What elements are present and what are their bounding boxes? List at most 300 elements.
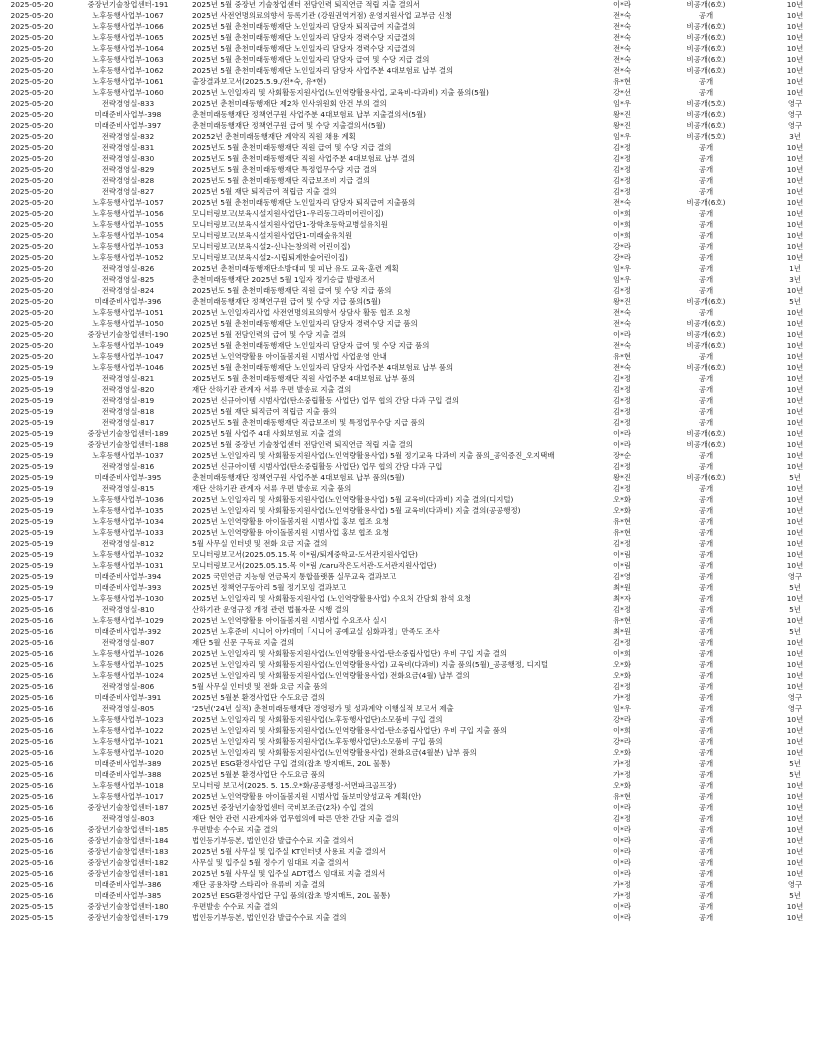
doc-date: 2025-05-20	[10, 110, 54, 119]
doc-department-number: 전략경영실-807	[101, 638, 155, 647]
doc-title[interactable]: 5월 사무실 인터넷 및 전화 요금 지출 품의	[192, 682, 328, 691]
doc-retention-period: 10년	[786, 352, 804, 361]
doc-disclosure-status: 공개	[698, 11, 714, 20]
doc-date: 2025-05-16	[10, 880, 54, 889]
table-row[interactable]	[0, 582, 835, 593]
doc-title[interactable]: 2025년 노인일자리 및 사회활동지원사업(노인역량활용사업-탄소중립사업단) 우비 구입 지출 품의	[192, 726, 507, 735]
table-row[interactable]	[0, 197, 835, 208]
doc-author: 유*현	[613, 77, 631, 86]
table-row[interactable]	[0, 329, 835, 340]
doc-title[interactable]: 2025년 5월 춘천미래동행재단 노인일자리 담당자 퇴직급여 지출품의	[192, 198, 416, 207]
doc-title[interactable]: 2025년 신규아이템 시범사업(탄소중립활동 사업단) 업무 협의 간담 다과 구입	[192, 462, 443, 471]
table-row[interactable]	[0, 153, 835, 164]
table-row[interactable]	[0, 615, 835, 626]
doc-title[interactable]: '25년('24년 실적) 춘천미래동행재단 경영평가 및 성과계약 이행실적 보고서 제출	[192, 704, 454, 713]
doc-retention-period: 10년	[786, 825, 804, 834]
doc-title[interactable]: 2025년 5월분 환경사업단 수도요금 품의	[192, 770, 325, 779]
doc-title[interactable]: 모니터링보고서(2025.05.15.목 이*림/퇴계중학교-도서관지원사업단)	[192, 550, 418, 559]
doc-disclosure-status: 공개	[698, 880, 714, 889]
table-row[interactable]	[0, 769, 835, 780]
doc-title[interactable]: 2025년 노인일자리 및 사회활동지원사업(노인역량활용사업) 전화요금(4월) 납부 결의	[192, 671, 470, 680]
doc-retention-period: 10년	[786, 341, 804, 350]
doc-title[interactable]: 2025년 춘천미래동행재단 제2차 인사위원회 안건 부의 결의	[192, 99, 387, 108]
doc-title[interactable]: 2025년 노인일자리사업 사전연명의료의향서 상담사 활동 협조 요청	[192, 308, 411, 317]
table-row[interactable]	[0, 0, 835, 10]
doc-author: 김*정	[613, 462, 631, 471]
doc-disclosure-status: 비공개(6호)	[686, 33, 726, 42]
table-row[interactable]	[0, 703, 835, 714]
doc-title[interactable]: 2025년 노인역량활용 아이돌봄지원 시범사업 홍보 협조 요청	[192, 528, 390, 537]
doc-title[interactable]: 춘천미래동행재단 정책연구원 급여 및 수당 지급 품의(5월)	[192, 297, 381, 306]
doc-retention-period: 10년	[786, 847, 804, 856]
doc-author: 전*숙	[613, 198, 631, 207]
doc-author: 이*라	[613, 330, 631, 339]
table-row[interactable]	[0, 318, 835, 329]
table-row[interactable]	[0, 98, 835, 109]
doc-disclosure-status: 공개	[698, 671, 714, 680]
doc-title[interactable]: 모니터링보고(보육시설2-시립퇴계한숲어린이집)	[192, 253, 348, 262]
doc-retention-period: 10년	[786, 286, 804, 295]
table-row[interactable]	[0, 824, 835, 835]
table-row[interactable]	[0, 406, 835, 417]
doc-retention-period: 10년	[786, 902, 804, 911]
doc-retention-period: 10년	[786, 660, 804, 669]
doc-title[interactable]: 2025년 5월 중장년 기술창업센터 전담인력 퇴직연금 적립 지출 결의	[192, 440, 413, 449]
doc-disclosure-status: 공개	[698, 825, 714, 834]
doc-date: 2025-05-20	[10, 264, 54, 273]
doc-department-number: 노후동행사업부-1062	[92, 66, 164, 75]
doc-author: 가*정	[613, 880, 631, 889]
table-row[interactable]	[0, 384, 835, 395]
doc-title[interactable]: 2025 국민연금 지능형 연금복지 통합플랫폼 실무교육 결과보고	[192, 572, 397, 581]
doc-author: 전*숙	[613, 319, 631, 328]
doc-title[interactable]: 2025년 5월 춘천미래동행재단 노인일자리 담당자 퇴직급여 지출결의	[192, 22, 416, 31]
doc-date: 2025-05-19	[10, 473, 54, 482]
table-row[interactable]	[0, 219, 835, 230]
doc-title[interactable]: 모니터링보고(보육시설지원사업단1-장학초등학교병설유치원	[192, 220, 388, 229]
table-row[interactable]	[0, 681, 835, 692]
table-row[interactable]	[0, 857, 835, 868]
doc-title[interactable]: 2025년 5월 재단 퇴직금여 적립금 지출 결의	[192, 187, 337, 196]
table-row[interactable]	[0, 428, 835, 439]
doc-author: 유*현	[613, 528, 631, 537]
table-row[interactable]	[0, 373, 835, 384]
doc-date: 2025-05-19	[10, 561, 54, 570]
table-row[interactable]	[0, 736, 835, 747]
doc-title[interactable]: 2025년 노인역량활용 아이돌봄지원 시범사업 돌보미양성교육 계획(안)	[192, 792, 422, 801]
doc-title[interactable]: 사무실 및 입주실 5월 정수기 임대료 지출 결의서	[192, 858, 349, 867]
doc-disclosure-status: 공개	[698, 495, 714, 504]
doc-title[interactable]: 재단 산하기관 관계자 서류 우편 발송료 지출 품의	[192, 484, 352, 493]
table-row[interactable]	[0, 626, 835, 637]
doc-author: 김*정	[613, 286, 631, 295]
table-row[interactable]	[0, 549, 835, 560]
doc-disclosure-status: 공개	[698, 693, 714, 702]
table-row[interactable]	[0, 505, 835, 516]
doc-retention-period: 10년	[786, 418, 804, 427]
doc-department-number: 전략경영실-816	[101, 462, 155, 471]
doc-department-number: 노후동행사업부-1021	[92, 737, 164, 746]
table-row[interactable]	[0, 835, 835, 846]
doc-disclosure-status: 공개	[698, 902, 714, 911]
doc-retention-period: 10년	[786, 858, 804, 867]
doc-department-number: 노후동행사업부-1055	[92, 220, 164, 229]
doc-date: 2025-05-16	[10, 891, 54, 900]
doc-date: 2025-05-16	[10, 781, 54, 790]
doc-author: 오*화	[613, 506, 631, 515]
doc-department-number: 미래준비사업부-395	[94, 473, 162, 482]
table-row[interactable]	[0, 780, 835, 791]
table-row[interactable]	[0, 395, 835, 406]
doc-title[interactable]: 모니터링보고(보육시설2-신나는창의력 어린이집)	[192, 242, 351, 251]
table-row[interactable]	[0, 527, 835, 538]
doc-title[interactable]: 춘천미래동행재단 정책연구원 급여 및 수당 지출결의서(5월)	[192, 121, 386, 130]
doc-author: 이*희	[613, 231, 631, 240]
table-row[interactable]	[0, 164, 835, 175]
table-row[interactable]	[0, 186, 835, 197]
doc-department-number: 중장년기술창업센터-185	[87, 825, 169, 834]
doc-title[interactable]: 2025년 5월 춘천미래동행재단 노인일자리 담당자 급여 및 수당 지급 결의	[192, 55, 430, 64]
table-row[interactable]	[0, 516, 835, 527]
table-row[interactable]	[0, 351, 835, 362]
doc-title[interactable]: 모니터링보고(보육시설지원사업단1-미래숲유치원	[192, 231, 353, 240]
doc-retention-period: 10년	[786, 363, 804, 372]
table-row[interactable]	[0, 65, 835, 76]
doc-department-number: 전략경영실-815	[101, 484, 155, 493]
doc-disclosure-status: 공개	[698, 451, 714, 460]
table-row[interactable]	[0, 87, 835, 98]
doc-title[interactable]: 2025년도 5월 춘천미래동행재단 직원 급여 및 수당 지급 결의	[192, 143, 392, 152]
doc-department-number: 노후동행사업부-1047	[92, 352, 164, 361]
table-row[interactable]	[0, 274, 835, 285]
table-row[interactable]	[0, 362, 835, 373]
table-row[interactable]	[0, 593, 835, 604]
doc-retention-period: 10년	[786, 308, 804, 317]
table-row[interactable]	[0, 868, 835, 879]
doc-date: 2025-05-17	[10, 594, 54, 603]
table-row[interactable]	[0, 648, 835, 659]
doc-title[interactable]: 산하기관 운영규정 개정 관련 법률자문 시행 결의	[192, 605, 349, 614]
doc-disclosure-status: 비공개(6호)	[686, 55, 726, 64]
table-row[interactable]	[0, 285, 835, 296]
table-row[interactable]	[0, 538, 835, 549]
doc-title[interactable]: 20252년 춘천미래동행재단 계약직 직원 채용 계획	[192, 132, 356, 141]
doc-author: 김*정	[613, 385, 631, 394]
doc-retention-period: 5년	[789, 627, 801, 636]
doc-department-number: 노후동행사업부-1017	[92, 792, 164, 801]
doc-disclosure-status: 공개	[698, 913, 714, 922]
doc-date: 2025-05-20	[10, 88, 54, 97]
table-row[interactable]	[0, 439, 835, 450]
doc-author: 유*현	[613, 616, 631, 625]
doc-disclosure-status: 공개	[698, 891, 714, 900]
doc-title[interactable]: 모니터링보고(보육시설지원사업단1-우리동그라미어린이집)	[192, 209, 384, 218]
table-row[interactable]	[0, 912, 835, 923]
doc-author: 이*라	[613, 836, 631, 845]
table-row[interactable]	[0, 758, 835, 769]
doc-department-number: 노후동행사업부-1063	[92, 55, 164, 64]
doc-disclosure-status: 비공개(6호)	[686, 297, 726, 306]
doc-title[interactable]: 2025년 노인일자리 및 사회활동지원사업(노인역량활용사업) 교육비(다과비) 지출 품의(5월)_공공행정, 디지털	[192, 660, 549, 669]
doc-title[interactable]: 2025년 5월 춘천미래동행재단 노인일자리 담당자 사업주분 4대보험료 납부 품의	[192, 363, 454, 372]
doc-author: 임*우	[613, 264, 631, 273]
doc-title[interactable]: 2025년 노인일자리 및 사회활동지원사업(노후동행사업단)소모품비 구입 결의	[192, 715, 443, 724]
doc-disclosure-status: 공개	[698, 374, 714, 383]
doc-department-number: 노후동행사업부-1064	[92, 44, 164, 53]
doc-author: 장*순	[613, 451, 631, 460]
doc-retention-period: 5년	[789, 473, 801, 482]
doc-author: 전*숙	[613, 33, 631, 42]
doc-title[interactable]: 2025년 5월분 환경사업단 수도요금 결의	[192, 693, 325, 702]
table-row[interactable]	[0, 813, 835, 824]
doc-title[interactable]: 2025년 5월 춘천미래동행재단 노인일자리 담당자 사업주분 4대보험료 납부 결의	[192, 66, 454, 75]
table-row[interactable]	[0, 560, 835, 571]
table-row[interactable]	[0, 637, 835, 648]
doc-retention-period: 10년	[786, 165, 804, 174]
doc-title[interactable]: 2025년 노인일자리 및 사회활동지원사업(노인역량활용사업) 5월 정기교육 다과비 지출 품의_공익증진_오지택배	[192, 451, 555, 460]
doc-retention-period: 10년	[786, 869, 804, 878]
doc-title[interactable]: 2025년 5월 사무실 및 입주실 ADT캡스 임대료 지출 결의서	[192, 869, 386, 878]
doc-title[interactable]: 2025년 노인일자리 및 사회활동지원사업(노인역량활용사업) 5월 교육비(다과비) 지출 결의(디지털)	[192, 495, 514, 504]
doc-title[interactable]: 2025년 노인일자리 및 사회활동지원사업(노인역량활용사업) 전화요금(4월분) 납부 품의	[192, 748, 477, 757]
doc-disclosure-status: 공개	[698, 649, 714, 658]
doc-title[interactable]: 모니터링 보고서(2025. 5. 15.오*화/공공행정-서면파크골프장)	[192, 781, 397, 790]
doc-date: 2025-05-16	[10, 803, 54, 812]
table-row[interactable]	[0, 461, 835, 472]
table-row[interactable]	[0, 340, 835, 351]
doc-title[interactable]: 법인등기부등본, 법인인감 발급수수료 지출 결의서	[192, 836, 354, 845]
doc-disclosure-status: 공개	[698, 748, 714, 757]
doc-title[interactable]: 2025년도 5월 춘천미래동행재단 직원 사업주분 4대보험료 납부 결의	[192, 154, 416, 163]
table-row[interactable]	[0, 879, 835, 890]
table-row[interactable]	[0, 230, 835, 241]
doc-title[interactable]: 2025년 노인역량활용 아이돌봄지원 시범사업 사업운영 안내	[192, 352, 387, 361]
doc-retention-period: 10년	[786, 385, 804, 394]
doc-date: 2025-05-20	[10, 198, 54, 207]
doc-department-number: 노후동행사업부-1065	[92, 33, 164, 42]
doc-department-number: 노후동행사업부-1031	[92, 561, 164, 570]
doc-title[interactable]: 2025년 5월 재단 퇴직금여 적립금 지출 품의	[192, 407, 337, 416]
table-row[interactable]	[0, 604, 835, 615]
doc-disclosure-status: 공개	[698, 561, 714, 570]
doc-title[interactable]: 2025년 노인일자리 및 사회활동지원사업(노후동행사업단)소모품비 구입 품의	[192, 737, 443, 746]
table-row[interactable]	[0, 54, 835, 65]
doc-department-number: 노후동행사업부-1051	[92, 308, 164, 317]
doc-department-number: 노후동행사업부-1035	[92, 506, 164, 515]
doc-date: 2025-05-20	[10, 352, 54, 361]
doc-title[interactable]: 춘천미래동행재단 2025년 5월 1일자 정기승급 발령조서	[192, 275, 375, 284]
table-row[interactable]	[0, 670, 835, 681]
doc-author: 강*라	[613, 242, 631, 251]
doc-title[interactable]: 2025년 노인역량활용 아이돌봄지원 시범사업 수요조사 실시	[192, 616, 387, 625]
doc-author: 이*라	[613, 0, 631, 9]
doc-author: 가*정	[613, 759, 631, 768]
doc-title[interactable]: 2025년 5월 전담인력의 급여 및 수당 지출 결의	[192, 330, 347, 339]
doc-date: 2025-05-20	[10, 0, 54, 9]
doc-date: 2025-05-19	[10, 363, 54, 372]
doc-date: 2025-05-20	[10, 341, 54, 350]
doc-title[interactable]: 5월 사무실 인터넷 및 전화 요금 지출 결의	[192, 539, 328, 548]
table-row[interactable]	[0, 32, 835, 43]
doc-title[interactable]: 2025년 5월 춘천미래동행재단 노인일자리 담당자 경력수당 지급결의	[192, 33, 416, 42]
doc-date: 2025-05-16	[10, 693, 54, 702]
doc-disclosure-status: 공개	[698, 154, 714, 163]
doc-title[interactable]: 2025년도 5월 춘천미래동행재단 직급보조비 지급 결의	[192, 176, 371, 185]
table-row[interactable]	[0, 450, 835, 461]
table-row[interactable]	[0, 659, 835, 670]
table-row[interactable]	[0, 131, 835, 142]
doc-title[interactable]: 모니터링보고서(2025.05.15.목 이*림 /caru작은도서관-도서관지원사업단)	[192, 561, 437, 570]
doc-title[interactable]: 2025년 5월 춘천미래동행재단 노인일자리 담당자 경력수당 지급 품의	[192, 319, 418, 328]
doc-department-number: 미래준비사업부-398	[94, 110, 162, 119]
doc-disclosure-status: 공개	[698, 308, 714, 317]
doc-disclosure-status: 공개	[698, 682, 714, 691]
doc-disclosure-status: 공개	[698, 836, 714, 845]
table-row[interactable]	[0, 10, 835, 21]
doc-date: 2025-05-16	[10, 737, 54, 746]
table-row[interactable]	[0, 692, 835, 703]
doc-title[interactable]: 2025년 노인일자리 및 사회활동지원사업(노인역량활용사업) 5월 교육비(다과비) 지출 결의(공공행정)	[192, 506, 521, 515]
table-row[interactable]	[0, 802, 835, 813]
table-row[interactable]	[0, 846, 835, 857]
doc-author: 김*정	[613, 638, 631, 647]
doc-title[interactable]: 2025년 5월 중장년 기술창업센터 전담인력 퇴직연금 적립 지출 결의서	[192, 0, 420, 9]
doc-date: 2025-05-16	[10, 627, 54, 636]
doc-author: 오*화	[613, 671, 631, 680]
table-row[interactable]	[0, 791, 835, 802]
table-row[interactable]	[0, 901, 835, 912]
doc-retention-period: 10년	[786, 616, 804, 625]
doc-title[interactable]: 2025년도 5월 춘천미래동행재단 특정업무수당 지급 결의	[192, 165, 378, 174]
doc-title[interactable]: 재단 산하기관 관계자 서류 우편 발송료 지출 결의	[192, 385, 352, 394]
doc-title[interactable]: 2025년 노인일자리 및 사회활동지원사업(노인역량활용사업, 교육비-다과비) 지출 품의(5월)	[192, 88, 489, 97]
doc-disclosure-status: 공개	[698, 77, 714, 86]
doc-title[interactable]: 2025년도 5월 춘천미래동행재단 직원 급여 및 수당 지급 품의	[192, 286, 392, 295]
doc-title[interactable]: 재단 5월 신문 구독료 지출 결의	[192, 638, 295, 647]
doc-date: 2025-05-20	[10, 44, 54, 53]
table-row[interactable]	[0, 483, 835, 494]
doc-disclosure-status: 비공개(6호)	[686, 198, 726, 207]
doc-disclosure-status: 공개	[698, 209, 714, 218]
doc-author: 이*림	[613, 561, 631, 570]
doc-title[interactable]: 2025년 정책연구동아리 5월 정기모임 결과보고	[192, 583, 347, 592]
table-row[interactable]	[0, 417, 835, 428]
table-row[interactable]	[0, 252, 835, 263]
doc-title[interactable]: 2025년 노인일자리 및 사회활동지원사업(노인역량활용사업-탄소중립사업단) 우비 구입 지출 결의	[192, 649, 507, 658]
doc-date: 2025-05-19	[10, 539, 54, 548]
doc-title[interactable]: 2025년 5월 사업주 4대 사회보험료 지출 결의	[192, 429, 342, 438]
doc-department-number: 노후동행사업부-1061	[92, 77, 164, 86]
doc-date: 2025-05-19	[10, 374, 54, 383]
table-row[interactable]	[0, 747, 835, 758]
table-row[interactable]	[0, 43, 835, 54]
doc-date: 2025-05-20	[10, 220, 54, 229]
doc-author: 이*희	[613, 220, 631, 229]
table-row[interactable]	[0, 494, 835, 505]
doc-title[interactable]: 2025년 사전연명의료의향서 등록기관 (강원권역거점) 운영지원사업 교부금 신청	[192, 11, 452, 20]
doc-title[interactable]: 우편발송 수수료 지출 결의	[192, 902, 278, 911]
doc-disclosure-status: 비공개(6호)	[686, 22, 726, 31]
table-row[interactable]	[0, 263, 835, 274]
doc-author: 이*라	[613, 858, 631, 867]
doc-title[interactable]: 2025년 ESG환경사업단 구입 결의(잡초 방지매트, 20L 물통)	[192, 759, 391, 768]
table-row[interactable]	[0, 890, 835, 901]
doc-title[interactable]: 2025년 ESG환경사업단 구입 품의(잡초 방지매트, 20L 물통)	[192, 891, 391, 900]
doc-disclosure-status: 공개	[698, 803, 714, 812]
doc-department-number: 중장년기술창업센터-179	[87, 913, 169, 922]
doc-department-number: 전략경영실-806	[101, 682, 155, 691]
doc-department-number: 노후동행사업부-1033	[92, 528, 164, 537]
doc-date: 2025-05-19	[10, 506, 54, 515]
doc-retention-period: 영구	[787, 693, 803, 702]
doc-disclosure-status: 공개	[698, 264, 714, 273]
doc-disclosure-status: 공개	[698, 407, 714, 416]
table-row[interactable]	[0, 175, 835, 186]
table-row[interactable]	[0, 120, 835, 131]
doc-title[interactable]: 2025년 5월 춘천미래동행재단 노인일자리 담당자 급여 및 수당 지급 품의	[192, 341, 430, 350]
doc-title[interactable]: 춘천미래동행재단 정책연구원 사업주분 4대보험료 납부 품의(5월)	[192, 473, 405, 482]
doc-author: 왕*진	[613, 297, 631, 306]
table-row[interactable]	[0, 307, 835, 318]
doc-title[interactable]: 2025년도 5월 춘천미래동행재단 직급보조비 및 특정업무수당 지급 품의	[192, 418, 425, 427]
doc-disclosure-status: 공개	[698, 616, 714, 625]
doc-retention-period: 10년	[786, 44, 804, 53]
doc-title[interactable]: 출장결과보고서(2025.5.9./전*숙, 유*현)	[192, 77, 327, 86]
doc-title[interactable]: 2025년 신규아이템 시범사업(탄소중립활동 사업단) 업무 협의 간담 다과 구입 결의	[192, 396, 460, 405]
table-row[interactable]	[0, 241, 835, 252]
doc-department-number: 노후동행사업부-1032	[92, 550, 164, 559]
doc-retention-period: 10년	[786, 319, 804, 328]
table-row[interactable]	[0, 109, 835, 120]
doc-title[interactable]: 재단 공용차량 스타리아 유류비 지출 결의	[192, 880, 326, 889]
doc-retention-period: 10년	[786, 462, 804, 471]
doc-title[interactable]: 우편발송 수수료 지출 결의	[192, 825, 278, 834]
table-row[interactable]	[0, 208, 835, 219]
table-row[interactable]	[0, 76, 835, 87]
doc-title[interactable]: 2025년 5월 춘천미래동행재단 노인일자리 담당자 경력수당 지급결의	[192, 44, 416, 53]
doc-disclosure-status: 공개	[698, 275, 714, 284]
doc-title[interactable]: 2025년 춘천미래동행재단소방대피 및 피난 유도 교육·훈련 계획	[192, 264, 399, 273]
doc-date: 2025-05-19	[10, 495, 54, 504]
doc-date: 2025-05-20	[10, 308, 54, 317]
doc-title[interactable]: 춘천미래동행재단 정책연구원 사업주분 4대보험료 납부 지출결의서(5월)	[192, 110, 426, 119]
doc-title[interactable]: 2025년 노인역량활용 아이돌봄지원 시범사업 홍보 협조 요청	[192, 517, 390, 526]
doc-department-number: 미래준비사업부-396	[94, 297, 162, 306]
doc-title[interactable]: 재단 현안 관련 시관계자와 업무협의에 따른 만찬 간담 지출 결의	[192, 814, 399, 823]
doc-title[interactable]: 법인등기부등본, 법인인감 발급수수료 지출 결의	[192, 913, 347, 922]
table-row[interactable]	[0, 21, 835, 32]
doc-retention-period: 10년	[786, 22, 804, 31]
doc-author: 이*희	[613, 209, 631, 218]
doc-title[interactable]: 2025년도 5월 춘천미래동행재단 직원 사업주분 4대보험료 납부 품의	[192, 374, 416, 383]
doc-department-number: 중장년기술창업센터-184	[87, 836, 169, 845]
table-row[interactable]	[0, 571, 835, 582]
doc-retention-period: 5년	[789, 770, 801, 779]
table-row[interactable]	[0, 296, 835, 307]
doc-department-number: 전략경영실-829	[101, 165, 155, 174]
table-row[interactable]	[0, 725, 835, 736]
doc-title[interactable]: 2025년 5월 사무실 및 입주실 KT인터넷 사용료 지출 결의서	[192, 847, 386, 856]
doc-title[interactable]: 2025년 노후준비 시니어 아카데미「시니어 공예교실 심화과정」만족도 조사	[192, 627, 440, 636]
doc-disclosure-status: 공개	[698, 660, 714, 669]
doc-title[interactable]: 2025년 노인일자리 및 사회활동지원사업 (노인역량활용사업) 수요처 간담회 참석 요청	[192, 594, 471, 603]
table-row[interactable]	[0, 472, 835, 483]
doc-author: 강*라	[613, 737, 631, 746]
table-row[interactable]	[0, 714, 835, 725]
doc-title[interactable]: 2025년 중장년기술창업센터 국비보조금(2차) 수입 결의	[192, 803, 374, 812]
table-row[interactable]	[0, 142, 835, 153]
doc-disclosure-status: 비공개(6호)	[686, 341, 726, 350]
